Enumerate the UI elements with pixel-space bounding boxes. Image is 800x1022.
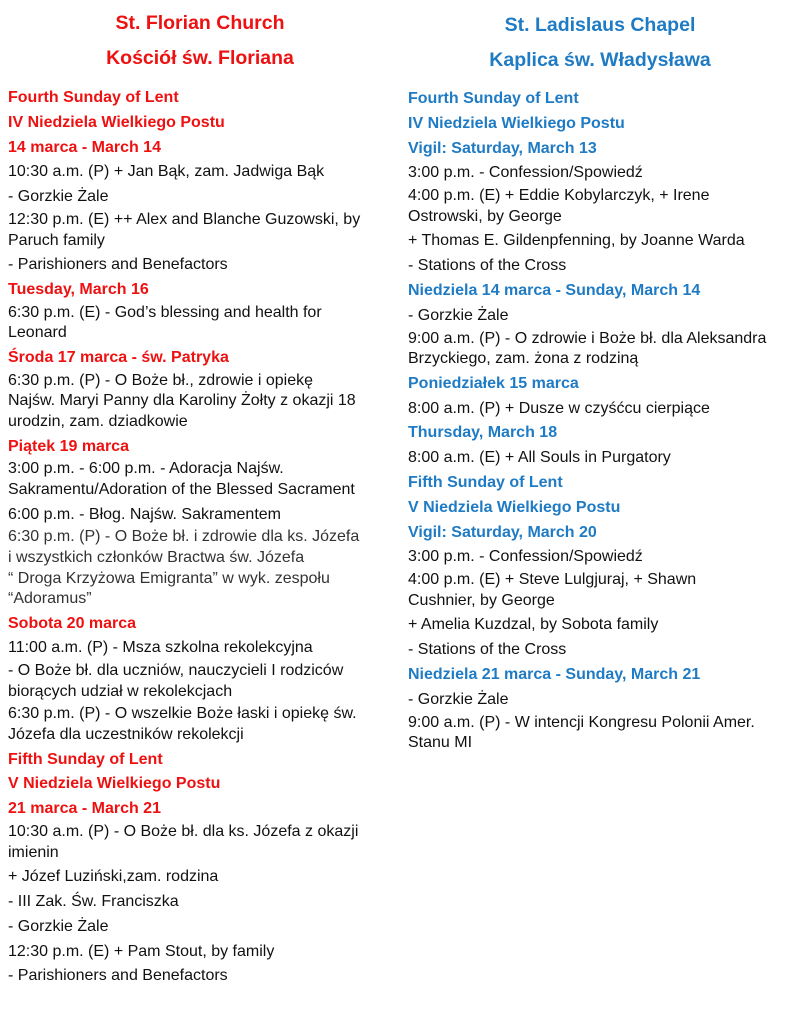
st-florian-schedule xyxy=(8,86,392,989)
mass-intention-line: Brzyckiego, zam. żona z rodziną xyxy=(408,350,639,368)
section-heading: Niedziela 14 marca - Sunday, March 14 xyxy=(408,281,701,299)
mass-intention-line: - O Boże bł. dla uczniów, nauczycieli I rodziców xyxy=(8,662,344,680)
mass-intention xyxy=(408,713,792,754)
mass-intention xyxy=(408,254,792,279)
mass-intention-line: 6:30 p.m. (E) - God’s blessing and health for xyxy=(8,303,322,321)
mass-intention-line: 3:00 p.m. - Confession/Spowiedź xyxy=(408,548,643,566)
mass-intention xyxy=(8,661,392,702)
st-florian-header xyxy=(8,0,392,76)
section-heading: 21 marca - March 21 xyxy=(8,800,161,818)
mass-intention-line: + Thomas E. Gildenpfenning, by Joanne Warda xyxy=(408,232,745,250)
mass-intention-line: 4:00 p.m. (E) + Eddie Kobylarczyk, + Irene xyxy=(408,187,710,205)
mass-intention xyxy=(408,304,792,329)
mass-intention-line: 8:00 a.m. (E) + All Souls in Purgatory xyxy=(408,449,671,467)
section-heading: Sobota 20 marca xyxy=(8,614,137,632)
mass-intention xyxy=(8,940,392,965)
mass-intention-line: + Józef Luziński,zam. rodzina xyxy=(8,868,219,886)
mass-intention xyxy=(408,545,792,570)
mass-intention-line: 9:00 a.m. (P) - W intencji Kongresu Polonii Amer. xyxy=(408,713,755,731)
mass-intention xyxy=(408,186,792,227)
mass-intention xyxy=(408,397,792,422)
st-florian-title-en: St. Florian Church xyxy=(115,12,285,34)
mass-intention-line: Cushnier, by George xyxy=(408,591,555,609)
section-heading: Piątek 19 marca xyxy=(8,437,129,455)
section-heading: Vigil: Saturday, March 13 xyxy=(408,139,597,157)
mass-intention-line: 12:30 p.m. (E) ++ Alex and Blanche Guzowski, by xyxy=(8,210,361,228)
mass-intention xyxy=(408,688,792,713)
section-heading: Tuesday, March 16 xyxy=(8,280,149,298)
st-ladislaus-header xyxy=(408,0,792,78)
mass-intention xyxy=(8,210,392,251)
mass-intention-line: - III Zak. Św. Franciszka xyxy=(8,893,179,911)
mass-intention-line: 6:00 p.m. - Błog. Najśw. Sakramentem xyxy=(8,505,281,523)
mass-intention-line: 4:00 p.m. (E) + Steve Lulgjuraj, + Shawn xyxy=(408,571,697,589)
mass-intention-line: 6:30 p.m. (P) - O Boże bł. i zdrowie dla ks. Józefa xyxy=(8,528,360,546)
mass-intention-line: Najśw. Maryi Panny dla Karoliny Żołty z okazji 18 xyxy=(8,392,356,410)
mass-intention xyxy=(8,704,392,745)
mass-intention-line: 8:00 a.m. (P) + Dusze w czyśćcu cierpiące xyxy=(408,399,710,417)
mass-intention-line: 10:30 a.m. (P) - O Boże bł. dla ks. Józefa z okazji xyxy=(8,823,359,841)
mass-intention-line: 12:30 p.m. (E) + Pam Stout, by family xyxy=(8,942,275,960)
mass-intention xyxy=(408,161,792,186)
mass-intention-line: Ostrowski, by George xyxy=(408,207,562,225)
mass-intention-line: “ Droga Krzyżowa Emigranta” w wyk. zespołu xyxy=(8,569,330,587)
section-heading: Thursday, March 18 xyxy=(408,424,558,442)
mass-intention xyxy=(408,329,792,370)
mass-intention-line: 11:00 a.m. (P) - Msza szkolna rekolekcyjna xyxy=(8,639,313,657)
mass-intention xyxy=(8,964,392,989)
mass-intention-line: + Amelia Kuzdzal, by Sobota family xyxy=(408,616,659,634)
mass-intention xyxy=(8,915,392,940)
st-ladislaus-title-en: St. Ladislaus Chapel xyxy=(504,14,696,36)
mass-intention xyxy=(8,527,392,609)
mass-intention xyxy=(8,890,392,915)
st-ladislaus-title-pl: Kaplica św. Władysława xyxy=(489,49,711,71)
section-heading: Vigil: Saturday, March 20 xyxy=(408,523,597,541)
mass-intention xyxy=(408,446,792,471)
section-heading: 14 marca - March 14 xyxy=(8,138,161,156)
mass-intention xyxy=(8,459,392,500)
mass-intention-line: - Gorzkie Żale xyxy=(408,306,509,324)
mass-intention-line: imienin xyxy=(8,843,59,861)
mass-intention xyxy=(8,185,392,210)
mass-intention-line: 6:30 p.m. (P) - O wszelkie Boże łaski i opiekę św. xyxy=(8,705,357,723)
mass-intention-line: Józefa dla uczestników rekolekcji xyxy=(8,726,244,744)
mass-intention-line: i wszystkich członków Bractwa św. Józefa xyxy=(8,548,305,566)
mass-intention xyxy=(408,229,792,254)
mass-intention-line: - Gorzkie Żale xyxy=(8,188,109,206)
mass-intention-line: biorących udział w rekolekcjach xyxy=(8,682,233,700)
section-heading: V Niedziela Wielkiego Postu xyxy=(408,498,621,516)
mass-intention xyxy=(8,160,392,185)
section-heading: Fourth Sunday of Lent xyxy=(8,89,179,106)
mass-intention-line: Sakramentu/Adoration of the Blessed Sacrament xyxy=(8,480,355,498)
mass-intention xyxy=(8,822,392,863)
section-heading: Fifth Sunday of Lent xyxy=(8,750,163,768)
mass-intention-line: Stanu MI xyxy=(408,734,473,752)
section-heading: Fourth Sunday of Lent xyxy=(408,90,579,107)
mass-intention-line: - Parishioners and Benefactors xyxy=(8,256,228,274)
mass-intention xyxy=(8,636,392,661)
st-ladislaus-schedule xyxy=(408,87,792,754)
mass-intention-line: 3:00 p.m. - 6:00 p.m. - Adoracja Najśw. xyxy=(8,460,284,478)
mass-intention xyxy=(8,865,392,890)
section-heading: Fifth Sunday of Lent xyxy=(408,473,563,491)
mass-intention xyxy=(8,371,392,433)
mass-intention-line: 10:30 a.m. (P) + Jan Bąk, zam. Jadwiga Bąk xyxy=(8,163,325,181)
mass-intention xyxy=(408,613,792,638)
mass-intention-line: 3:00 p.m. - Confession/Spowiedź xyxy=(408,164,643,182)
mass-intention-line: - Parishioners and Benefactors xyxy=(8,967,228,985)
mass-intention-line: “Adoramus” xyxy=(8,590,92,608)
section-heading: IV Niedziela Wielkiego Postu xyxy=(8,113,225,131)
mass-intention-line: - Gorzkie Żale xyxy=(8,917,109,935)
mass-intention-line: - Gorzkie Żale xyxy=(408,690,509,708)
mass-intention xyxy=(408,570,792,611)
st-florian-column xyxy=(8,0,392,989)
mass-intention-line: Leonard xyxy=(8,324,67,342)
st-florian-title-pl: Kościół św. Floriana xyxy=(106,47,294,69)
section-heading: IV Niedziela Wielkiego Postu xyxy=(408,114,625,132)
mass-intention xyxy=(408,638,792,663)
mass-intention-line: 9:00 a.m. (P) - O zdrowie i Boże bł. dla Aleksandra xyxy=(408,329,767,347)
section-heading: V Niedziela Wielkiego Postu xyxy=(8,775,221,793)
mass-intention xyxy=(8,503,392,528)
section-heading: Niedziela 21 marca - Sunday, March 21 xyxy=(408,665,701,683)
mass-intention-line: - Stations of the Cross xyxy=(408,257,567,275)
st-ladislaus-column xyxy=(408,0,792,756)
section-heading: Środa 17 marca - św. Patryka xyxy=(8,348,229,366)
mass-intention-line: urodzin, zam. dziadkowie xyxy=(8,412,188,430)
mass-intention-line: - Stations of the Cross xyxy=(408,641,567,659)
mass-intention-line: 6:30 p.m. (P) - O Boże bł., zdrowie i opiekę xyxy=(8,371,314,389)
mass-intention-line: Paruch family xyxy=(8,231,105,249)
mass-intention xyxy=(8,253,392,278)
mass-intention xyxy=(8,303,392,344)
section-heading: Poniedziałek 15 marca xyxy=(408,374,579,392)
